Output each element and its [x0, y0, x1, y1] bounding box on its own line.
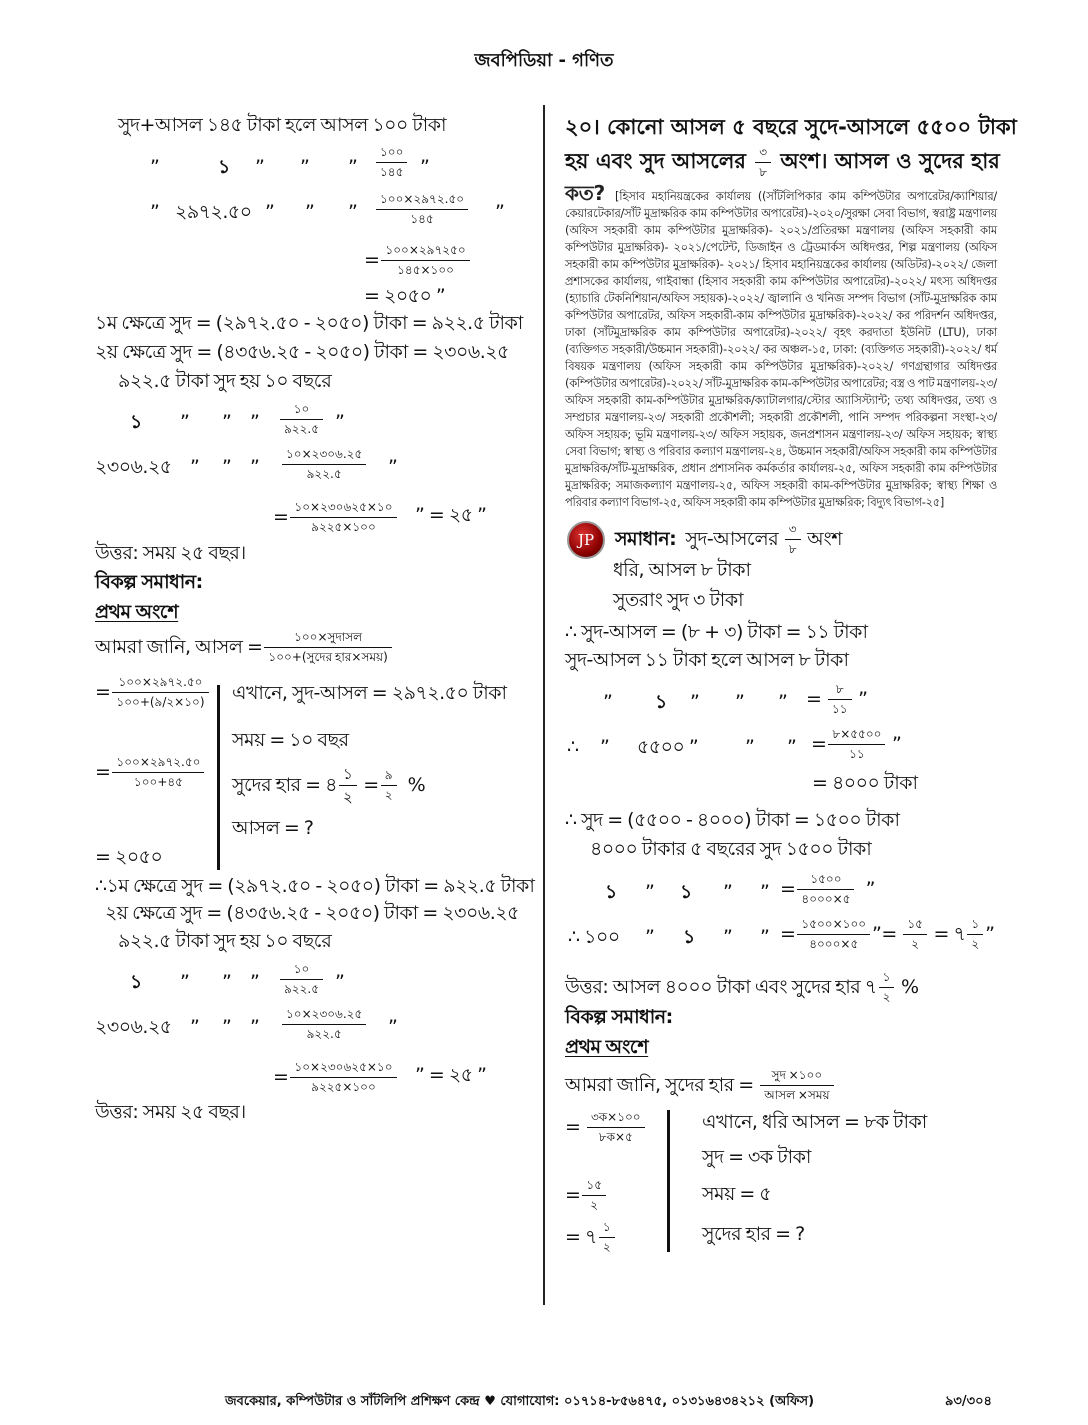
exam-sources [565, 180, 997, 511]
denominator: ৮ [788, 541, 797, 556]
numerator: ১০×২৩০৬.২৫ [282, 447, 366, 465]
case-2-interest: ২য় ক্ষেত্রে সুদ = (৪৩৫৬.২৫ - ২০৫০) টাকা = ২৩০৬.২৫ [105, 902, 519, 924]
ditto: ” [250, 971, 260, 993]
denominator: ১০০+(সুদের হার×সময়) [268, 650, 388, 664]
ditto: ” [477, 1064, 487, 1086]
numerator: ১ [879, 970, 895, 988]
denominator: ২ [911, 936, 920, 951]
value: ২৩০৬.২৫ [95, 1016, 172, 1038]
ditto: ” [415, 504, 425, 526]
denominator: ১১ [849, 746, 865, 761]
ditto: ” [420, 156, 430, 178]
equals: = [363, 774, 379, 796]
ditto: ” [760, 925, 770, 948]
interest-line: সুতরাং সুদ ৩ টাকা [613, 588, 744, 611]
numerator: ৩ [755, 145, 771, 163]
equals: = [933, 922, 949, 945]
equals: = [273, 506, 289, 528]
ditto: ” [335, 971, 345, 993]
denominator: ৯২২.৫ [284, 422, 319, 436]
denominator: ৯২২.৫ [284, 982, 319, 996]
whole-number: ৭ [584, 1225, 597, 1248]
interest-statement: ৪০০০ টাকার ৫ বছরের সুদ ১৫০০ টাকা [590, 837, 872, 860]
solution-text: সুদ-আসলের [685, 527, 779, 550]
answer: উত্তর: সময় ২৫ বছর। [95, 542, 246, 564]
numerator: ১০×২৩০৬.২৫ [282, 1007, 366, 1025]
ditto: ” [603, 690, 613, 713]
fraction [280, 962, 323, 997]
given-principal: আসল = ? [232, 817, 314, 839]
ditto: ” [645, 925, 655, 948]
case-1-interest: ১ম ক্ষেত্রে সুদ = (২৯৭২.৫০ - ২০৫০) টাকা = ৯২২.৫ টাকা [95, 312, 523, 334]
numerator: ১০০×২৯৭২.৫০ [376, 192, 468, 210]
numerator: ১০ [280, 402, 323, 420]
denominator: ১৪৫×১০০ [397, 263, 454, 277]
heart-icon: ♥ [484, 1394, 496, 1409]
fraction [112, 675, 208, 710]
denominator: ১০০+৪৫ [133, 775, 183, 789]
given-time: সময় = ১০ বছর [232, 729, 349, 751]
numerator: ১০০×২৯৭২.৫০ [112, 755, 204, 773]
right-column [565, 110, 1017, 1261]
numerator: ১৫০০ [797, 872, 854, 890]
ditto: ” [388, 1016, 398, 1038]
denominator: ২ [590, 1197, 599, 1212]
ditto: ” [180, 411, 190, 433]
fraction [828, 682, 852, 717]
formula-lead: আমরা জানি, সুদের হার = [565, 1073, 754, 1096]
ditto: ” [435, 285, 446, 307]
value: ৫৫০০ [637, 735, 685, 758]
denominator: আসল ×সময় [764, 1087, 830, 1102]
fraction [381, 243, 469, 278]
proportion-statement: সুদ+আসল ১৪৫ টাকা হলে আসল ১০০ টাকা [118, 114, 447, 136]
ditto: ” [778, 690, 788, 713]
question-line-1: ২০। কোনো আসল ৫ বছরে সুদে-আসলে ৫৫০০ টাকা [565, 115, 1017, 139]
denominator: ৯২২৫×১০০ [311, 520, 376, 534]
assume-principal: ধরি, আসল ৮ টাকা [613, 558, 751, 581]
denominator: ৯২২.৫ [306, 1027, 342, 1041]
solution-text: অংশ [807, 527, 842, 550]
fraction [967, 917, 983, 952]
ditto: ” [735, 690, 745, 713]
fraction [755, 145, 771, 180]
therefore: ∴ [567, 735, 579, 758]
value: ১০০ [584, 925, 620, 948]
ditto: ” [222, 1016, 232, 1038]
denominator: ২ [971, 936, 980, 951]
fraction [828, 727, 885, 762]
value: ২৩০৬.২৫ [95, 456, 172, 478]
fraction [280, 402, 323, 437]
percent: % [407, 774, 426, 796]
fraction [587, 1110, 645, 1145]
numerator: ১০০×২৯৭২.৫০ [112, 675, 208, 693]
fraction [797, 872, 854, 907]
page-number: ৯৩/৩০৪ [945, 1394, 992, 1409]
numerator: ১০০×২৯৭২৫০ [381, 243, 469, 261]
ditto: ” [787, 735, 797, 758]
denominator: ৯২২.৫ [306, 467, 342, 481]
answer: উত্তর: আসল ৪০০০ টাকা এবং সুদের হার ৭ [565, 975, 877, 998]
therefore: ∴ [568, 925, 580, 948]
jp-logo: JP [567, 521, 605, 559]
result: = ২৫ [428, 1064, 473, 1086]
numerator: ১০×২৩০৬২৫×১০ [290, 500, 396, 518]
given-divider [667, 1110, 670, 1252]
ditto: ” [600, 735, 610, 758]
denominator: ৪০০০×৫ [801, 891, 851, 906]
fraction [599, 1220, 615, 1255]
fraction [112, 755, 204, 790]
formula-fraction [760, 1068, 833, 1103]
fraction [290, 1060, 396, 1095]
numerator: ১ [599, 1220, 615, 1238]
ditto: ” [348, 201, 358, 223]
solution-block [565, 521, 997, 1261]
solution-label: সমাধান: [615, 527, 677, 550]
ditto: ” [255, 156, 265, 178]
equals: = [806, 687, 822, 710]
equals: = [95, 681, 111, 703]
denominator: ৪০০০×৫ [809, 936, 859, 951]
question-text: অংশ। আসল ও সুদের হার [780, 149, 1000, 173]
denominator: ১০০+(৯/২×১০) [116, 695, 205, 709]
ditto: ” [645, 880, 655, 903]
page-header: জবপিডিয়া - গণিত [474, 50, 614, 71]
ditto: ” [305, 201, 315, 223]
numerator: ১৫ [582, 1178, 606, 1196]
numerator: ১০০ [376, 145, 407, 163]
denominator: ২ [384, 788, 393, 802]
numerator: ১০ [280, 962, 323, 980]
denominator: ১৪৫ [380, 165, 404, 179]
denominator: ২ [602, 1239, 611, 1254]
ditto: ” [180, 971, 190, 993]
ditto: ” [872, 922, 882, 945]
denominator: ৮ক×৫ [598, 1129, 633, 1144]
equals: = [565, 1183, 581, 1206]
part-title: প্রথম অংশে [95, 601, 179, 623]
equals: = [95, 761, 111, 783]
ditto: ” [250, 1016, 260, 1038]
ditto: ” [300, 156, 310, 178]
ditto: ” [222, 456, 232, 478]
ditto: ” [477, 504, 487, 526]
ditto: ” [723, 925, 733, 948]
fraction [376, 145, 407, 180]
value: ২৯৭২.৫০ [175, 201, 252, 223]
numerator: ১০×২৩০৬২৫×১০ [290, 1060, 396, 1078]
ditto: ” [250, 456, 260, 478]
percent: % [900, 975, 919, 998]
value: ১ [680, 880, 692, 903]
alt-solution-title: বিকল্প সমাধান: [565, 1005, 673, 1028]
given-rate: সুদের হার = ? [702, 1222, 805, 1245]
ditto: ” [865, 877, 875, 900]
equals: = [780, 877, 796, 900]
rate-statement: ৯২২.৫ টাকা সুদ হয় ১০ বছরে [118, 370, 332, 392]
part-title: প্রথম অংশে [565, 1035, 649, 1058]
interest-line: ∴ সুদ = (৫৫০০ - ৪০০০) টাকা = ১৫০০ টাকা [565, 808, 900, 831]
ditto: ” [495, 201, 505, 223]
fraction [903, 917, 927, 952]
ditto: ” [190, 1016, 200, 1038]
whole-number: ৭ [953, 922, 966, 945]
value: ১ [130, 971, 142, 993]
numerator: সুদ ×১০০ [760, 1068, 833, 1086]
equals: = [565, 1115, 581, 1138]
denominator: ১৪৫ [410, 212, 434, 226]
question-text: হয় এবং সুদ আসলের [565, 149, 746, 173]
ditto: ” [222, 411, 232, 433]
fraction [282, 1007, 366, 1042]
ditto: ” [150, 201, 160, 223]
numerator: ১০০×সুদাসল [264, 630, 391, 648]
numerator: ৩ক×১০০ [587, 1110, 645, 1128]
ditto: ” [222, 971, 232, 993]
given-time: সময় = ৫ [702, 1182, 772, 1205]
numerator: ১৫০০×১০০ [797, 917, 870, 935]
ditto: ” [335, 411, 345, 433]
contact-info: যোগাযোগ: ০১৭১৪-৮৫৬৪৭৫, ০১৩১৬৪৩৪২১২ (অফিস) [500, 1394, 815, 1409]
ditto: ” [892, 732, 902, 755]
value: ১ [655, 690, 667, 713]
numerator: ১ [967, 917, 983, 935]
given-interest: সুদ = ৩ক টাকা [702, 1145, 811, 1168]
given-rate-label: সুদের হার = [232, 774, 321, 796]
case-1-interest: ∴১ম ক্ষেত্রে সুদ = (২৯৭২.৫০ - ২০৫০) টাকা = ৯২২.৫ টাকা [95, 875, 535, 897]
given-divider [217, 685, 220, 870]
ditto: ” [690, 690, 700, 713]
given-amount: এখানে, সুদ-আসল = ২৯৭২.৫০ টাকা [232, 682, 507, 704]
result: = ২০৫০ [364, 285, 432, 307]
case-2-interest: ২য় ক্ষেত্রে সুদ = (৪৩৫৬.২৫ - ২০৫০) টাকা = ২৩০৬.২৫ [95, 341, 509, 363]
ditto: ” [348, 156, 358, 178]
equals: = [780, 922, 796, 945]
numerator: ১৫ [903, 917, 927, 935]
numerator: ৯ [381, 768, 397, 786]
whole-number: ৪ [325, 774, 337, 796]
numerator: ৮×৫৫০০ [828, 727, 885, 745]
question-line-2 [565, 144, 1000, 180]
fraction [282, 447, 366, 482]
value: ১ [218, 156, 230, 178]
question [565, 110, 1017, 180]
ditto: ” [858, 687, 868, 710]
institute-name: জবকেয়ার, কম্পিউটার ও সাঁটলিপি প্রশিক্ষণ কেন্দ্র [225, 1394, 480, 1409]
ditto: ” [415, 1064, 425, 1086]
numerator: ৮ [828, 682, 852, 700]
denominator: ২ [882, 989, 891, 1004]
proportion-line: সুদ-আসল ১১ টাকা হলে আসল ৮ টাকা [565, 648, 849, 671]
ditto: ” [760, 880, 770, 903]
column-divider [543, 105, 545, 1305]
fraction [879, 970, 895, 1005]
denominator: ৮ [759, 164, 768, 179]
result: = ২৫ [428, 504, 473, 526]
equals: = [811, 732, 827, 755]
numerator: ৩ [785, 522, 801, 540]
fraction [376, 192, 468, 227]
formula-fraction [264, 630, 391, 665]
equals: = [273, 1066, 289, 1088]
question-end: কত? [565, 180, 606, 205]
sources-text: [হিসাব মহানিয়ন্ত্রকের কার্যালয় ((সাঁটলিপিকার কাম কম্পিউটার অপারেটর/ক্যাশিয়ার/কেয়ারটেকার/সাঁট মুদ্রাক্ষরিক কাম কম্পিউটার অপারেটর)-২০২০/সুরক্ষা সেবা বিভাগ, স্বরাষ্ট্র মন্ত্রণালয় (অফিস সহকারী কাম কম্পিউটার মুদ্রাক্ষরিক)- ২০২১/প্রতিরক্ষা মন্ত্রণালয় (অফিস সহকারী কাম কম্পিউটার মুদ্রাক্ষরিক)- ২০২১/পেটেন্ট, ডিজাইন ও ট্রেডমার্কস অধিদপ্তর, শিল্প মন্ত্রণালয় (অফিস সহকারী কাম কম্পিউটার মুদ্রাক্ষরিক)- ২০২১/ হিসাব মহানিয়ন্ত্রকের কার্যালয় (অডিটর)-২০২২/ জেলা প্রশাসকের কার্যালয়, গাইবান্ধা (হিসাব সহকারী কাম কম্পিউটার অপারেটর)-২০২২/ মৎস্য অধিদপ্তর (হ্যাচারি টেকনিশিয়ান/অফিস সহায়ক)-২০২২/ জ্বালানি ও খনিজ সম্পদ বিভাগ (সাঁট-মুদ্রাক্ষরিক কাম কম্পিউটার অপারেটর, অফিস সহকারী-কাম কম্পিউটার মুদ্রাক্ষরিক)-২০২২/ কর পরিদর্শন অধিদপ্তর, ঢাকা (সাঁটমুদ্রাক্ষরিক কাম কম্পিউটার অপারেটর)-২০২২/ বৃহৎ করদাতা ইউনিট (LTU), ঢাকা (ব্যক্তিগত সহকারী/উচ্চমান সহকারী)-২০২২/ কর অঞ্চল-১৫, ঢাকা: (ব্যক্তিগত সহকারী)-২০২২/ ধর্ম বিষয়ক মন্ত্রণালয় (অফিস সহকারী কাম কম্পিউটার মুদ্রাক্ষরিক)-২০২২/ গণগ্রন্থাগার অধিদপ্তর (কম্পিউটার অপারেটর)-২০২২/ সাঁট-মুদ্রাক্ষরিক কাম-কম্পিউটার অপারেটর; বস্ত্র ও পাট মন্ত্রণালয়-২৩/ অফিস সহকারী কাম-কম্পিউটার মুদ্রাক্ষরিক/ক্যাটালগার/স্টোর অ্যাসিস্ট্যান্ট; তথ্য অধিদপ্তর, তথ্য ও সম্প্রচার মন্ত্রণালয়-২৩/ সহকারী প্রকৌশলী; সহকারী প্রকৌশলী, পানি সম্পদ পরিকল্পনা সংস্থা-২৩/ অফিস সহায়ক; ভূমি মন্ত্রণালয়-২৩/ অফিস সহায়ক, জনপ্রশাসন মন্ত্রণালয়-২৩/ অফিস সহায়ক; স্বাস্থ্য সেবা বিভাগ; স্বাস্থ্য ও পরিবার কল্যাণ মন্ত্রণালয়-২৪, উচ্চমান সহকারী/অফিস সহকারী কাম কম্পিউটার মুদ্রাক্ষরিক/সাঁট-মুদ্রাক্ষরিক, প্রধান প্রশাসনিক কর্মকর্তার কার্যালয়-২৫, অফিস সহকারী কাম কম্পিউটার মুদ্রাক্ষরিক; সমাজকল্যাণ মন্ত্রণালয়-২৫, অফিস সহকারী কাম-কম্পিউটার মুদ্রাক্ষরিক; স্বাস্থ্য শিক্ষা ও পরিবার কল্যাণ বিভাগ-২৫, অফিস সহকারী কাম কম্পিউটার মুদ্রাক্ষরিক; বিদ্যুৎ বিভাগ-২৫] [565, 189, 997, 509]
fraction [582, 1178, 606, 1213]
given-principal: এখানে, ধরি আসল = ৮ক টাকা [702, 1110, 927, 1133]
equals: = [565, 1225, 581, 1248]
ditto: ” [250, 411, 260, 433]
equals: = [364, 249, 380, 271]
fraction [381, 768, 397, 803]
ditto: ” [150, 156, 160, 178]
footer-info [225, 1392, 814, 1413]
ditto: ” [745, 735, 755, 758]
ditto: ” [723, 880, 733, 903]
result: = ৪০০০ টাকা [812, 771, 918, 794]
answer: উত্তর: সময় ২৫ বছর। [95, 1101, 246, 1123]
denominator: ১১ [831, 701, 848, 716]
ditto: ” [265, 201, 275, 223]
total-line: ∴ সুদ-আসল = (৮ + ৩) টাকা = ১১ টাকা [565, 620, 868, 643]
formula-lead: আমরা জানি, আসল = [95, 636, 263, 658]
numerator: ১ [339, 765, 357, 786]
fraction [785, 522, 801, 557]
denominator: ২ [342, 788, 353, 806]
ditto: ” [688, 735, 699, 758]
denominator: ৯২২৫×১০০ [311, 1080, 376, 1094]
result: = ২০৫০ [95, 846, 163, 868]
rate-statement: ৯২২.৫ টাকা সুদ হয় ১০ বছরে [118, 930, 332, 952]
fraction [339, 765, 357, 806]
value: ১ [683, 925, 695, 948]
fraction [290, 500, 396, 535]
alt-solution-title: বিকল্প সমাধান: [95, 571, 203, 593]
value: ১ [605, 880, 617, 903]
ditto: ” [388, 456, 398, 478]
fraction [797, 917, 870, 952]
equals: = [881, 922, 897, 945]
ditto: ” [190, 456, 200, 478]
value: ১ [130, 411, 142, 433]
ditto: ” [985, 922, 995, 945]
